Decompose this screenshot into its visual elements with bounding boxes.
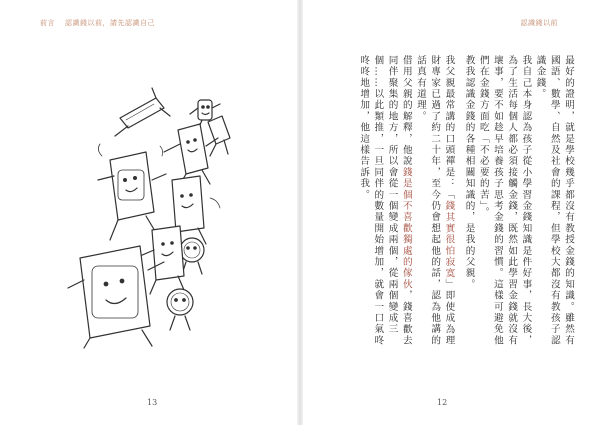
coin-character-2-icon (167, 289, 193, 330)
big-banknote-character-icon (68, 246, 164, 348)
highlight-quote-1: 錢其實很怕寂寞 (443, 200, 455, 280)
header-section: 前言 (40, 19, 55, 27)
bill-character-1-icon (208, 116, 230, 156)
page-number-right: 12 (437, 398, 448, 407)
p5-text-b: ，錢喜歡去同伴聚集的地方，所以會從一個變成兩個，從兩個變成三個……以此類推，一旦同伴的數量開始增加，就會一口氣咚咚咚地增加，他這樣告訴我。 (358, 55, 412, 347)
paragraph-2: 我自己本身認為孩子從小學習金錢知識是件好事，長大後，為了生活每個人都必須接觸金錢，既然如此學習金錢就沒有壞事，要不如趁早培養孩子思考金錢的習慣。這樣可避免他們在金錢方面吃「不必要的苦」。 (477, 55, 532, 347)
page-number-left: 13 (147, 398, 158, 407)
running-header-right: 認識錢以前 (520, 19, 558, 27)
bill-character-3-icon (98, 144, 166, 240)
body-text (335, 55, 575, 355)
paragraph-1: 最好的證明，就是學校幾乎都沒有教授金錢的知識。雖然有國語、數學、自然及社會的課程，但學校大都沒有教孩子認識金錢。 (534, 55, 574, 347)
p5-text-a: 借用父親的解釋，他說 (400, 55, 412, 167)
highlight-quote-2: 錢是個不喜歡獨處的傢伙 (400, 167, 412, 291)
flying-banknote-icon (115, 88, 170, 136)
book-gutter (297, 0, 303, 425)
p4-text-b: 」即使成為理財專家已過了約二十年，至今仍會想起他的話，認為他講的話真有道理。 (414, 55, 455, 347)
running-header-left (40, 18, 155, 28)
paragraph-4 (413, 55, 456, 355)
p4-text-a: 我父親最常講的口頭禪是：「 (443, 55, 455, 201)
bill-character-5-icon (140, 226, 184, 294)
money-characters-illustration (60, 80, 250, 350)
header-chapter: 認識錢以前，請先認識自己 (65, 19, 155, 27)
paragraph-5 (356, 55, 413, 355)
paragraph-3: 教我認識金錢的各種相關知識的，是我的父親。 (463, 55, 475, 291)
